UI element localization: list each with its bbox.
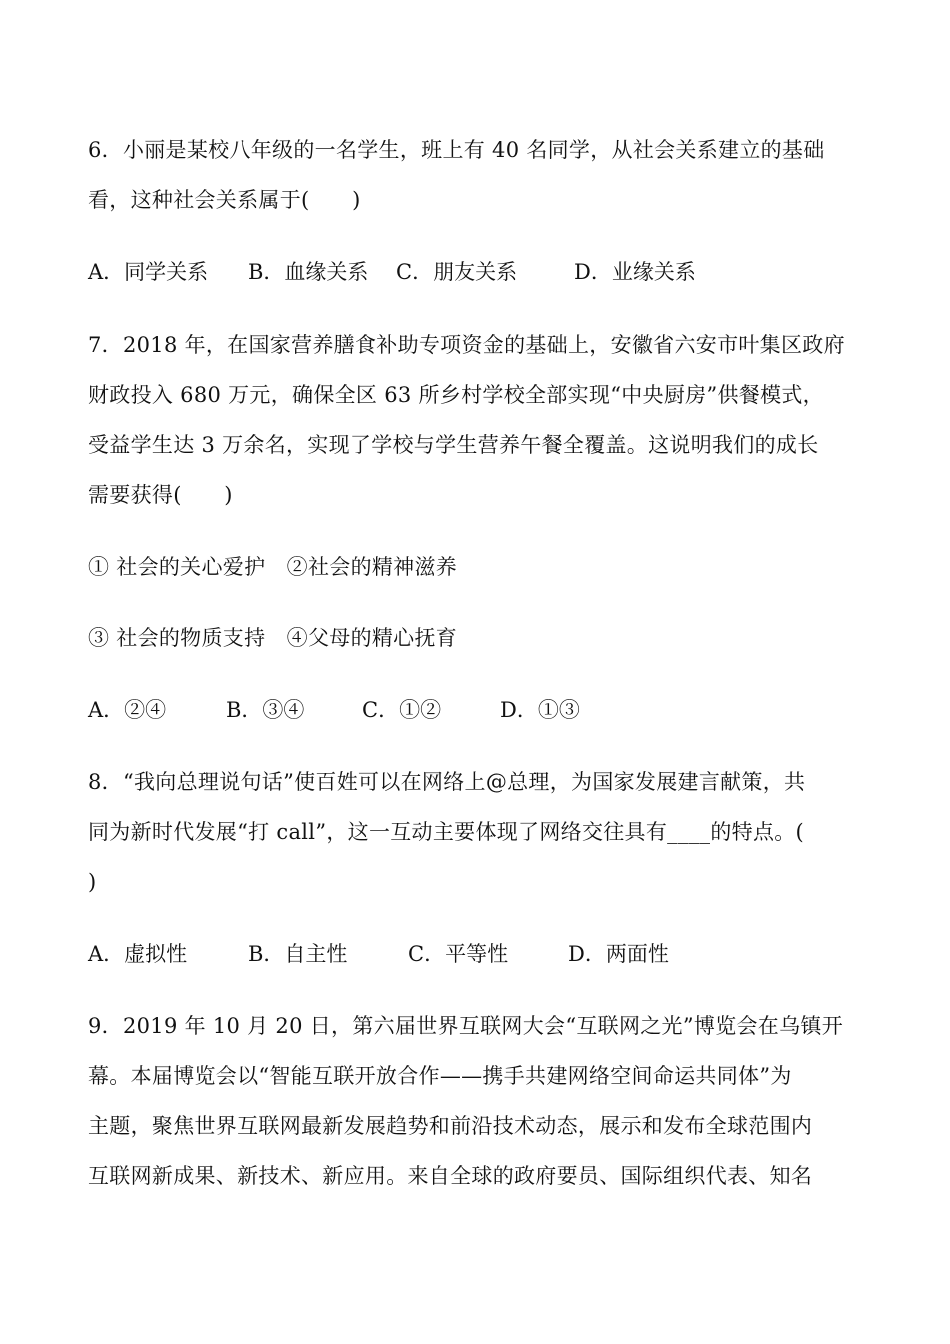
question-7-line-2: 财政投入 680 万元，确保全区 63 所乡村学校全部实现“中央厨房”供餐模式， xyxy=(88,383,824,407)
question-6-option-b: B．血缘关系 xyxy=(248,260,369,284)
question-6-line-2: 看，这种社会关系属于( ) xyxy=(88,188,361,212)
question-7-option-a: A．②④ xyxy=(88,698,167,722)
question-7-statement-1: ① 社会的关心爱护 ②社会的精神滋养 xyxy=(88,555,458,579)
question-7-option-b: B．③④ xyxy=(226,698,305,722)
question-6-option-d: D．业缘关系 xyxy=(574,260,696,284)
question-8-line-2: 同为新时代发展“打 call”，这一互动主要体现了网络交往具有____的特点。( xyxy=(88,820,805,844)
question-8-option-c: C．平等性 xyxy=(408,942,509,966)
question-6-option-a: A．同学关系 xyxy=(88,260,209,284)
question-9-line-4: 互联网新成果、新技术、新应用。来自全球的政府要员、国际组织代表、知名 xyxy=(88,1164,813,1188)
question-9-line-3: 主题，聚焦世界互联网最新发展趋势和前沿技术动态，展示和发布全球范围内 xyxy=(88,1114,813,1138)
question-6-line-1: 6．小丽是某校八年级的一名学生，班上有 40 名同学，从社会关系建立的基础 xyxy=(88,138,825,162)
question-7-statement-2: ③ 社会的物质支持 ④父母的精心抚育 xyxy=(88,626,458,650)
question-8-line-1: 8．“我向总理说句话”使百姓可以在网络上@总理，为国家发展建言献策，共 xyxy=(88,770,806,794)
question-7-line-4: 需要获得( ) xyxy=(88,483,233,507)
question-9-line-1: 9．2019 年 10 月 20 日，第六届世界互联网大会“互联网之光”博览会在乌镇开 xyxy=(88,1014,843,1038)
question-7-line-1: 7．2018 年，在国家营养膳食补助专项资金的基础上，安徽省六安市叶集区政府 xyxy=(88,333,845,357)
question-8-option-d: D．两面性 xyxy=(568,942,669,966)
question-8-line-3: ) xyxy=(88,870,97,894)
question-7-option-c: C．①② xyxy=(362,698,442,722)
question-7-line-3: 受益学生达 3 万余名，实现了学校与学生营养午餐全覆盖。这说明我们的成长 xyxy=(88,433,819,457)
question-8-option-b: B．自主性 xyxy=(248,942,348,966)
question-6-option-c: C．朋友关系 xyxy=(396,260,518,284)
question-9-line-2: 幕。本届博览会以“智能互联开放合作——携手共建网络空间命运共同体”为 xyxy=(88,1064,792,1088)
question-7-option-d: D．①③ xyxy=(500,698,580,722)
question-8-option-a: A．虚拟性 xyxy=(88,942,188,966)
